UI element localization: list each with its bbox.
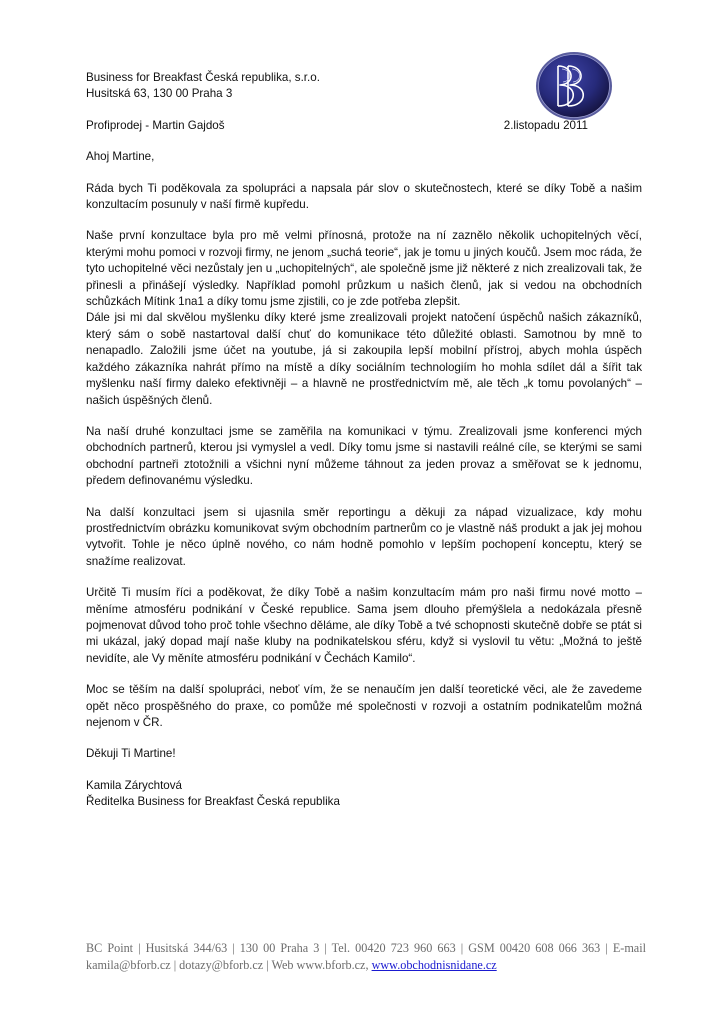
paragraph-5: Na další konzultaci jsem si ujasnila směr reportingu a děkuji za nápad vizualizace, kdy mohu prostřednictvím obrázku komunikovat svým obchodním partnerům co je vlastně náš produkt a jak jej mohou vytvořit. Tohle je něco úplně nového, co nám hodně pomohlo v lepším pochopení konceptu, který se snažíme realizovat. <box>86 505 642 568</box>
recipient: Profiprodej - Martin Gajdoš <box>86 118 225 132</box>
salutation: Ahoj Martine, <box>86 150 155 164</box>
closing: Děkuji Ti Martine! <box>86 747 176 761</box>
signature-title: Ředitelka Business for Breakfast Česká republika <box>86 795 340 809</box>
footer-text: BC Point | Husitská 344/63 | 130 00 Praha 3 | Tel. 00420 723 960 663 | GSM 00420 608 066 363 | E-mail kamila@bforb.cz | dotazy@bforb.cz | Web www.bforb.cz, <box>86 941 646 972</box>
signature-block <box>86 778 642 811</box>
paragraph-2-part-a: Naše první konzultace byla pro mě velmi přínosná, protože na ní zaznělo několik uchopitelných věcí, kterými mohu pomoci v rozvoji firmy, ne jenom „suchá teorie“, jak je tomu u jiných koučů. Jsem moc ráda, že tyto uchopitelné věci nezůstaly jen u „uchopitelných“, ale společně jsme již některé z nich zrealizovali tak, že přinesli a přinášejí výsledky. Například pomohl průzkum u našich členů, jak si vedou na obchodních schůzkách Mítink 1na1 a díky tomu jsme zjistili, co je zde potřeba zlepšit. <box>86 229 642 309</box>
footer-contact <box>86 940 646 973</box>
sender-company: Business for Breakfast Česká republika, s.r.o. <box>86 71 320 84</box>
letter-date: 2.listopadu 2011 <box>503 118 588 132</box>
paragraph-7: Moc se těším na další spolupráci, neboť vím, že se nenaučím jen další teoretické věci, ale že zavedeme opět něco prospěšného do praxe, co pomůže mé společnosti v rozvoji a ostatním podnikatelům možná nejenom v ČR. <box>86 683 642 729</box>
footer-web-link[interactable]: www.obchodnisnidane.cz <box>371 957 497 972</box>
paragraph-3: Dále jsi mi dal skvělou myšlenku díky které jsme zrealizovali projekt natočení úspěchů našich zákazníků, který sám o sobě nastartoval další chuť do komunikace této důležité oblasti. Samotnou by mně to nenapadlo. Založili jsme účet na youtube, já si zakoupila lepší mobilní přístroj, abych mohla úspěch každého zákazníka nahrát přímo na místě a díky sociálním technologiím ho mohla sdílet dál a šířit tak myšlenku naší firmy daleko efektivněji – a hlavně ne prostřednictvím mě, ale těch „k tomu povolaných“ – našich úspěšných členů. <box>86 311 642 407</box>
recipient-date-row <box>86 118 642 134</box>
letter-body <box>86 70 642 826</box>
signature-name: Kamila Zárychtová <box>86 778 183 792</box>
paragraph-1: Ráda bych Ti poděkovala za spolupráci a napsala pár slov o skutečnostech, které se díky Tobě a našim konzultacím posunuly v naší firmě kupředu. <box>86 181 642 212</box>
paragraph-6: Určitě Ti musím říci a poděkovat, že díky Tobě a našim konzultacím mám pro naši firmu nové motto – měníme atmosféru podnikání v České republice. Sama jsem dlouho přemýšlela a nedokázala přesně pojmenovat důvod toho proč tohle všechno děláme, ale díky Tobě a tvé schopnosti skutečně dobře se ptát si mi ukázal, jaký dopad mají naše kluby na podnikatelskou sféru, když si vyslovil tu větu: „Možná to ještě nevidíte, ale Vy měníte atmosféru podnikání v Čechách Kamilo“. <box>86 586 642 665</box>
sender-block <box>86 70 642 103</box>
paragraph-4: Na naší druhé konzultaci jsme se zaměřila na komunikaci v týmu. Zrealizovali jsme konferenci mých obchodních partnerů, kterou jsi vymyslel a vedl. Díky tomu jsme si nastavili reálné cíle, se kterými se sami obchodní partneři ztotožnili a všichni nyní můžeme táhnout za jeden provaz a směřovat se k jednomu, předem definovanému výsledku. <box>86 424 642 488</box>
sender-address: Husitská 63, 130 00 Praha 3 <box>86 87 233 101</box>
paragraph-2 <box>86 228 642 310</box>
